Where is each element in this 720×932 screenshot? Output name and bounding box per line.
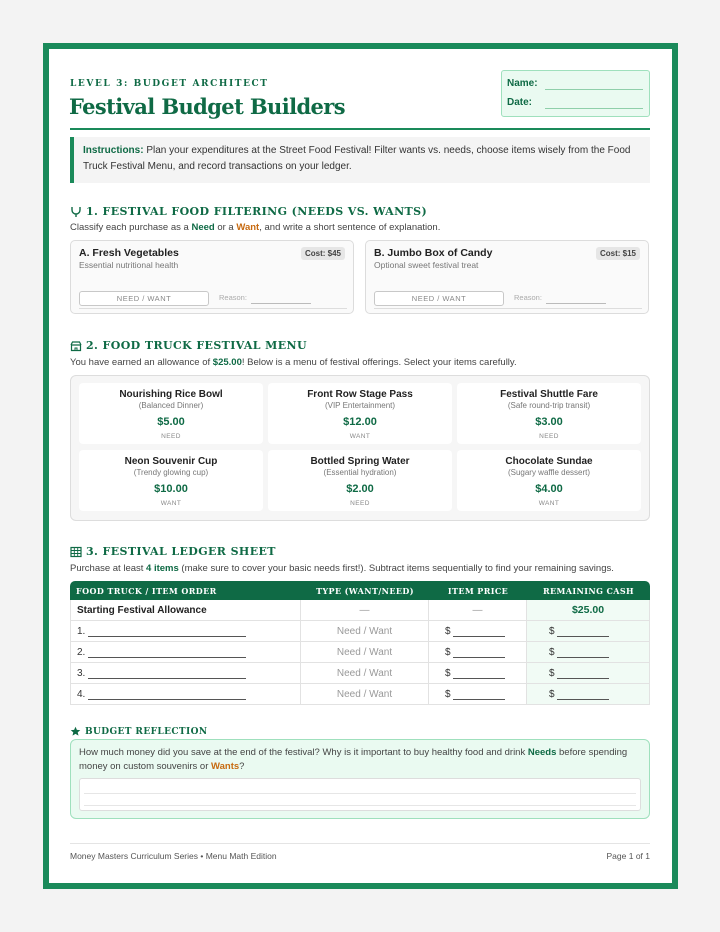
section1-subtitle: [70, 222, 440, 233]
item-type: NEED: [350, 500, 370, 507]
item-blank[interactable]: [88, 648, 246, 658]
item-cell[interactable]: [70, 663, 301, 684]
footer-divider: [70, 843, 650, 844]
allowance-amount: $25.00: [212, 357, 242, 368]
item-blank[interactable]: [88, 669, 246, 679]
cash-blank[interactable]: [557, 669, 609, 679]
menu-item[interactable]: [457, 383, 641, 444]
dollar-sign: $: [549, 625, 555, 637]
menu-item[interactable]: [268, 383, 452, 444]
sub-text: You have earned an allowance of: [70, 357, 213, 368]
reason-field[interactable]: [251, 303, 311, 304]
row-number: 1.: [77, 625, 86, 637]
item-type: NEED: [161, 433, 181, 440]
sub-text: Purchase at least: [70, 563, 147, 574]
wants-word: Wants: [211, 761, 240, 772]
item-blank[interactable]: [88, 627, 246, 637]
type-cell: —: [301, 600, 429, 621]
answer-line: [84, 793, 636, 794]
classify-card-b: [365, 240, 649, 314]
date-field[interactable]: [545, 108, 643, 109]
star-icon: [70, 726, 81, 737]
dollar-sign: $: [445, 688, 451, 700]
item-name: Neon Souvenir Cup: [124, 456, 218, 467]
item-price: $3.00: [535, 416, 563, 428]
section3-title: 3. FESTIVAL LEDGER SHEET: [86, 545, 276, 558]
price-cell[interactable]: [429, 684, 527, 705]
price-cell[interactable]: [429, 621, 527, 642]
name-label: Name:: [507, 78, 538, 89]
table-row: [70, 600, 650, 621]
dollar-sign: $: [445, 667, 451, 679]
card-title: A. Fresh Vegetables: [79, 247, 179, 259]
row-number: 3.: [77, 667, 86, 679]
table-row: [70, 621, 650, 642]
name-date-box: [501, 70, 650, 117]
section1-heading: [70, 205, 427, 218]
ledger-table-icon: [70, 546, 82, 558]
item-name: Bottled Spring Water: [310, 456, 410, 467]
start-label: Starting Festival Allowance: [70, 600, 301, 621]
sub-text: or a: [214, 222, 237, 233]
reflection-question: [79, 746, 639, 774]
item-price: $4.00: [535, 483, 563, 495]
type-choice[interactable]: Need / Want: [301, 642, 429, 663]
col-header: ITEM PRICE: [429, 581, 527, 600]
festival-menu: [70, 375, 650, 521]
card-subtitle: Optional sweet festival treat: [374, 260, 479, 270]
ledger-table: [70, 581, 650, 705]
item-name: Festival Shuttle Fare: [500, 389, 598, 400]
need-word: Need: [191, 222, 215, 233]
sub-text: (make sure to cover your basic needs first!). Subtract items sequentially to find your remaining savings.: [178, 563, 614, 574]
food-truck-icon: [70, 340, 82, 352]
item-blank[interactable]: [88, 690, 246, 700]
q-text: before spending money on custom souvenirs or: [79, 747, 628, 772]
footer-series: Money Masters Curriculum Series • Menu Math Edition: [70, 851, 277, 861]
item-price: $12.00: [343, 416, 377, 428]
item-cell[interactable]: [70, 621, 301, 642]
ledger-header-row: [70, 581, 650, 600]
cost-badge: Cost: $15: [596, 247, 640, 260]
item-name: Front Row Stage Pass: [307, 389, 413, 400]
item-price: $10.00: [154, 483, 188, 495]
table-row: [70, 642, 650, 663]
need-want-toggle[interactable]: NEED / WANT: [374, 291, 504, 306]
filter-fork-icon: [70, 206, 82, 218]
item-desc: (VIP Entertainment): [324, 401, 396, 410]
menu-item[interactable]: [79, 450, 263, 511]
needs-word: Needs: [527, 747, 557, 758]
item-name: Nourishing Rice Bowl: [119, 389, 223, 400]
sub-text: Classify each purchase as a: [70, 222, 192, 233]
reflection-box: [70, 739, 650, 819]
section1-title: 1. FESTIVAL FOOD FILTERING (NEEDS VS. WANTS): [86, 205, 428, 218]
dollar-sign: $: [549, 667, 555, 679]
menu-item[interactable]: [79, 383, 263, 444]
cost-badge: Cost: $45: [301, 247, 345, 260]
footer-page-number: Page 1 of 1: [606, 851, 650, 861]
item-type: NEED: [539, 433, 559, 440]
price-cell[interactable]: [429, 663, 527, 684]
type-choice[interactable]: Need / Want: [301, 621, 429, 642]
sub-text: , and write a short sentence of explanation.: [259, 222, 441, 233]
table-row: [70, 663, 650, 684]
row-number: 2.: [77, 646, 86, 658]
item-desc: (Trendy glowing cup): [133, 468, 209, 477]
instructions-box: [70, 137, 650, 183]
header-divider: [70, 128, 650, 130]
cash-cell[interactable]: [527, 684, 650, 705]
dollar-sign: $: [549, 688, 555, 700]
section3-subtitle: [70, 563, 614, 574]
item-desc: (Balanced Dinner): [138, 401, 204, 410]
dollar-sign: $: [445, 646, 451, 658]
sub-text: ! Below is a menu of festival offerings. Select your items carefully.: [241, 357, 517, 368]
item-cell[interactable]: [70, 642, 301, 663]
section3-heading: [70, 545, 276, 558]
worksheet-page: [43, 43, 678, 889]
section2-heading: [70, 339, 307, 352]
reason-label: Reason:: [219, 293, 247, 302]
price-blank[interactable]: [453, 690, 505, 700]
item-type: WANT: [349, 433, 371, 440]
item-price: $2.00: [346, 483, 374, 495]
reason-field[interactable]: [546, 303, 606, 304]
type-choice[interactable]: Need / Want: [301, 663, 429, 684]
col-header: TYPE (WANT/NEED): [301, 581, 429, 600]
card-divider: [374, 308, 642, 309]
item-type: WANT: [538, 500, 560, 507]
instructions-label: Instructions:: [83, 145, 144, 156]
menu-item[interactable]: [457, 450, 641, 511]
menu-item[interactable]: [268, 450, 452, 511]
start-cash: $25.00: [527, 600, 650, 621]
q-text: How much money did you save at the end of the festival? Why is it important to buy healthy food and drink: [79, 747, 528, 758]
card-subtitle: Essential nutritional health: [79, 260, 179, 270]
price-blank[interactable]: [453, 627, 505, 637]
item-cell[interactable]: [70, 684, 301, 705]
cash-blank[interactable]: [557, 648, 609, 658]
items-count: 4 items: [146, 563, 179, 574]
type-choice[interactable]: Need / Want: [301, 684, 429, 705]
table-row: [70, 684, 650, 705]
price-cell[interactable]: [429, 642, 527, 663]
dollar-sign: $: [549, 646, 555, 658]
reason-label: Reason:: [514, 293, 542, 302]
section2-subtitle: [70, 357, 517, 368]
level-label: LEVEL 3: BUDGET ARCHITECT: [70, 79, 269, 89]
dollar-sign: $: [445, 625, 451, 637]
item-price: $5.00: [157, 416, 185, 428]
q-text: ?: [239, 761, 245, 772]
instructions-text: Plan your expenditures at the Street Food Festival! Filter wants vs. needs, choose items wisely from the Food Truck Festival Menu, and record transactions on your ledger.: [83, 145, 631, 172]
page-title: Festival Budget Builders: [69, 94, 345, 119]
cash-blank[interactable]: [557, 690, 609, 700]
price-cell: —: [429, 600, 527, 621]
item-type: WANT: [160, 500, 182, 507]
cash-cell[interactable]: [527, 621, 650, 642]
date-label: Date:: [507, 97, 533, 108]
row-number: 4.: [77, 688, 86, 700]
reflection-answer-area[interactable]: [79, 778, 641, 811]
answer-line: [84, 805, 636, 806]
card-divider: [79, 308, 347, 309]
need-want-toggle[interactable]: NEED / WANT: [79, 291, 209, 306]
cash-blank[interactable]: [557, 627, 609, 637]
item-name: Chocolate Sundae: [505, 456, 593, 467]
cash-cell[interactable]: [527, 642, 650, 663]
item-desc: (Sugary waffle dessert): [507, 468, 591, 477]
classify-card-a: [70, 240, 354, 314]
want-word: Want: [236, 222, 260, 233]
price-blank[interactable]: [453, 669, 505, 679]
reflection-title: BUDGET REFLECTION: [85, 726, 208, 737]
col-header: REMAINING CASH: [527, 581, 650, 600]
item-desc: (Essential hydration): [323, 468, 397, 477]
name-field[interactable]: [545, 89, 643, 90]
price-blank[interactable]: [453, 648, 505, 658]
card-title: B. Jumbo Box of Candy: [374, 247, 493, 259]
section2-title: 2. FOOD TRUCK FESTIVAL MENU: [86, 339, 307, 352]
cash-cell[interactable]: [527, 663, 650, 684]
reflection-heading: [70, 726, 208, 737]
col-header: FOOD TRUCK / ITEM ORDER: [70, 581, 301, 600]
item-desc: (Safe round-trip transit): [507, 401, 591, 410]
